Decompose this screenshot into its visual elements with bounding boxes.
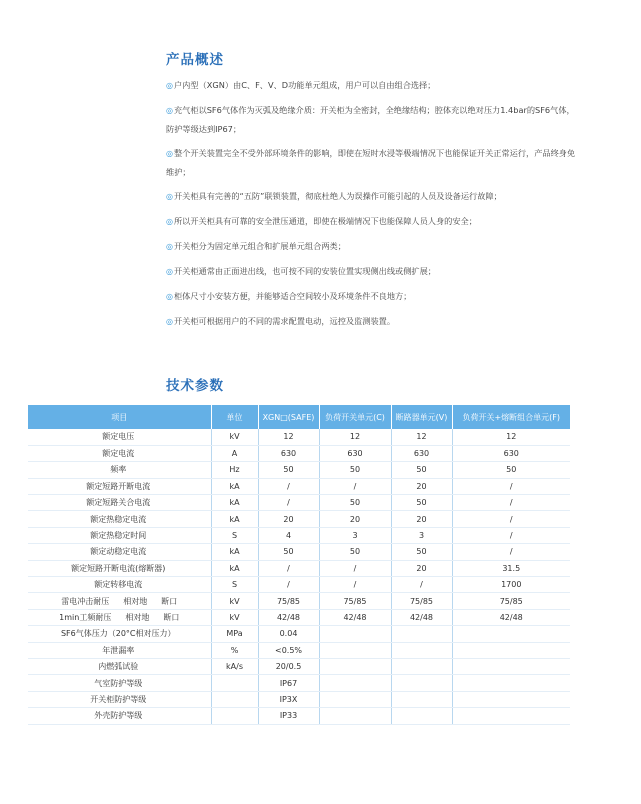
unit-cell: S [211, 577, 258, 593]
list-item: ◎开关柜具有完善的“五防”联锁装置，彻底杜绝人为误操作可能引起的人员及设备运行故障； [166, 191, 502, 201]
circle-bullet-icon: ◎ [166, 292, 173, 301]
overview-bullet-list [166, 76, 578, 337]
c-cell: / [319, 577, 391, 593]
v-cell: 20 [391, 478, 452, 494]
c-cell: 75/85 [319, 593, 391, 609]
safe-cell: / [258, 495, 319, 511]
unit-cell [211, 708, 258, 724]
unit-cell: MPa [211, 626, 258, 642]
circle-bullet-icon: ◎ [166, 267, 173, 276]
f-cell [452, 691, 570, 707]
sub-label: 断口 [163, 612, 180, 622]
circle-bullet-icon: ◎ [166, 81, 173, 90]
tech-title: 技术参数 [166, 378, 224, 394]
f-cell [452, 708, 570, 724]
safe-cell: 630 [258, 445, 319, 461]
c-cell [319, 626, 391, 642]
f-cell: 12 [452, 429, 570, 445]
param-cell: 内燃弧试验 [28, 658, 211, 674]
circle-bullet-icon: ◎ [166, 217, 173, 226]
param-cell: 频率 [28, 462, 211, 478]
v-cell: 3 [391, 527, 452, 543]
unit-cell: kA [211, 560, 258, 576]
param-cell: 年泄漏率 [28, 642, 211, 658]
unit-cell: kV [211, 429, 258, 445]
safe-cell: <0.5% [258, 642, 319, 658]
list-item: ◎充气柜以SF6气体作为灭弧及绝缘介质：开关柜为全密封，全绝缘结构；腔体充以绝对压力1.4bar的SF6气体，防护等级达到IP67； [166, 105, 575, 134]
safe-cell: 20 [258, 511, 319, 527]
table-row [28, 609, 570, 625]
c-cell: 50 [319, 462, 391, 478]
f-cell: 75/85 [452, 593, 570, 609]
unit-cell: kA [211, 495, 258, 511]
v-cell [391, 691, 452, 707]
c-cell: / [319, 560, 391, 576]
safe-cell: 12 [258, 429, 319, 445]
f-cell: 630 [452, 445, 570, 461]
param-cell: 外壳防护等级 [28, 708, 211, 724]
unit-cell: kV [211, 609, 258, 625]
param-cell: 额定动稳定电流 [28, 544, 211, 560]
unit-cell: kA [211, 511, 258, 527]
f-cell [452, 658, 570, 674]
unit-cell: Hz [211, 462, 258, 478]
c-cell: / [319, 478, 391, 494]
sub-label: 相对地 [123, 596, 148, 606]
c-cell: 3 [319, 527, 391, 543]
f-cell [452, 642, 570, 658]
spec-table [28, 405, 570, 725]
header-c: 负荷开关单元(C) [319, 405, 391, 429]
table-row [28, 544, 570, 560]
table-row [28, 675, 570, 691]
f-cell: / [452, 544, 570, 560]
table-row [28, 560, 570, 576]
table-row [28, 462, 570, 478]
f-cell: 1700 [452, 577, 570, 593]
circle-bullet-icon: ◎ [166, 317, 173, 326]
c-cell [319, 708, 391, 724]
param-cell: 额定电压 [28, 429, 211, 445]
c-cell: 50 [319, 544, 391, 560]
list-item: ◎整个开关装置完全不受外部环境条件的影响，即使在短时水浸等极端情况下也能保证开关正常运行，产品终身免维护； [166, 148, 576, 177]
unit-cell: A [211, 445, 258, 461]
table-row [28, 658, 570, 674]
v-cell [391, 658, 452, 674]
param-cell: 额定短路开断电流(熔断器) [28, 560, 211, 576]
list-item: ◎开关柜分为固定单元组合和扩展单元组合两类； [166, 241, 346, 251]
circle-bullet-icon: ◎ [166, 106, 173, 115]
unit-cell [211, 691, 258, 707]
unit-cell: S [211, 527, 258, 543]
overview-title: 产品概述 [166, 52, 224, 68]
safe-cell: 4 [258, 527, 319, 543]
v-cell: / [391, 577, 452, 593]
safe-cell: / [258, 560, 319, 576]
v-cell: 42/48 [391, 609, 452, 625]
v-cell [391, 626, 452, 642]
v-cell [391, 708, 452, 724]
list-item: ◎户内型（XGN）由C、F、V、D功能单元组成，用户可以自由组合选择； [166, 80, 436, 90]
v-cell: 75/85 [391, 593, 452, 609]
unit-cell [211, 675, 258, 691]
header-v: 断路器单元(V) [391, 405, 452, 429]
v-cell: 20 [391, 511, 452, 527]
table-row [28, 708, 570, 724]
header-item: 项目 [28, 405, 211, 429]
sub-label: 断口 [161, 596, 178, 606]
param-cell [28, 609, 211, 625]
safe-cell: / [258, 478, 319, 494]
param-cell: 额定电流 [28, 445, 211, 461]
v-cell: 20 [391, 560, 452, 576]
safe-cell: 42/48 [258, 609, 319, 625]
list-item: ◎柜体尺寸小安装方便，并能够适合空间较小及环境条件不良地方； [166, 291, 412, 301]
param-label: 1min工频耐压 [59, 612, 112, 622]
safe-cell: IP67 [258, 675, 319, 691]
circle-bullet-icon: ◎ [166, 192, 173, 201]
c-cell: 20 [319, 511, 391, 527]
safe-cell: 50 [258, 462, 319, 478]
v-cell: 630 [391, 445, 452, 461]
param-cell: 额定热稳定电流 [28, 511, 211, 527]
table-row [28, 478, 570, 494]
c-cell [319, 642, 391, 658]
c-cell [319, 658, 391, 674]
list-item: ◎开关柜通常由正面进出线，也可按不同的安装位置实现侧出线或侧扩展； [166, 266, 436, 276]
table-row [28, 511, 570, 527]
c-cell: 50 [319, 495, 391, 511]
f-cell: 42/48 [452, 609, 570, 625]
table-row [28, 691, 570, 707]
table-row [28, 495, 570, 511]
v-cell: 12 [391, 429, 452, 445]
list-item: ◎所以开关柜具有可靠的安全泄压通道，即使在极端情况下也能保障人员人身的安全； [166, 216, 477, 226]
c-cell: 630 [319, 445, 391, 461]
v-cell [391, 642, 452, 658]
c-cell: 12 [319, 429, 391, 445]
safe-cell: IP3X [258, 691, 319, 707]
table-row [28, 445, 570, 461]
table-header-row [28, 405, 570, 429]
circle-bullet-icon: ◎ [166, 149, 173, 158]
param-cell: 开关柜防护等级 [28, 691, 211, 707]
safe-cell: 50 [258, 544, 319, 560]
safe-cell: 0.04 [258, 626, 319, 642]
table-row [28, 527, 570, 543]
safe-cell: 75/85 [258, 593, 319, 609]
f-cell [452, 675, 570, 691]
unit-cell: % [211, 642, 258, 658]
f-cell: 31.5 [452, 560, 570, 576]
table-row [28, 577, 570, 593]
v-cell: 50 [391, 544, 452, 560]
v-cell: 50 [391, 495, 452, 511]
c-cell: 42/48 [319, 609, 391, 625]
param-cell: SF6气体压力（20°C相对压力） [28, 626, 211, 642]
unit-cell: kA [211, 544, 258, 560]
unit-cell: kA [211, 478, 258, 494]
param-cell [28, 593, 211, 609]
param-label: 雷电冲击耐压 [61, 596, 110, 606]
table-row [28, 642, 570, 658]
header-safe: XGN□(SAFE) [258, 405, 319, 429]
unit-cell: kA/s [211, 658, 258, 674]
header-f: 负荷开关+熔断组合单元(F) [452, 405, 570, 429]
safe-cell: / [258, 577, 319, 593]
list-item: ◎开关柜可根据用户的不同的需求配置电动，远控及监测装置。 [166, 316, 396, 326]
f-cell: / [452, 495, 570, 511]
f-cell: 50 [452, 462, 570, 478]
table-row [28, 593, 570, 609]
f-cell [452, 626, 570, 642]
v-cell [391, 675, 452, 691]
safe-cell: 20/0.5 [258, 658, 319, 674]
f-cell: / [452, 511, 570, 527]
param-cell: 额定转移电流 [28, 577, 211, 593]
f-cell: / [452, 478, 570, 494]
table-row [28, 626, 570, 642]
circle-bullet-icon: ◎ [166, 242, 173, 251]
header-unit: 单位 [211, 405, 258, 429]
c-cell [319, 691, 391, 707]
v-cell: 50 [391, 462, 452, 478]
f-cell: / [452, 527, 570, 543]
sub-label: 相对地 [125, 612, 150, 622]
param-cell: 额定短路关合电流 [28, 495, 211, 511]
c-cell [319, 675, 391, 691]
param-cell: 额定短路开断电流 [28, 478, 211, 494]
safe-cell: IP33 [258, 708, 319, 724]
unit-cell: kV [211, 593, 258, 609]
param-cell: 气室防护等级 [28, 675, 211, 691]
table-row [28, 429, 570, 445]
param-cell: 额定热稳定时间 [28, 527, 211, 543]
